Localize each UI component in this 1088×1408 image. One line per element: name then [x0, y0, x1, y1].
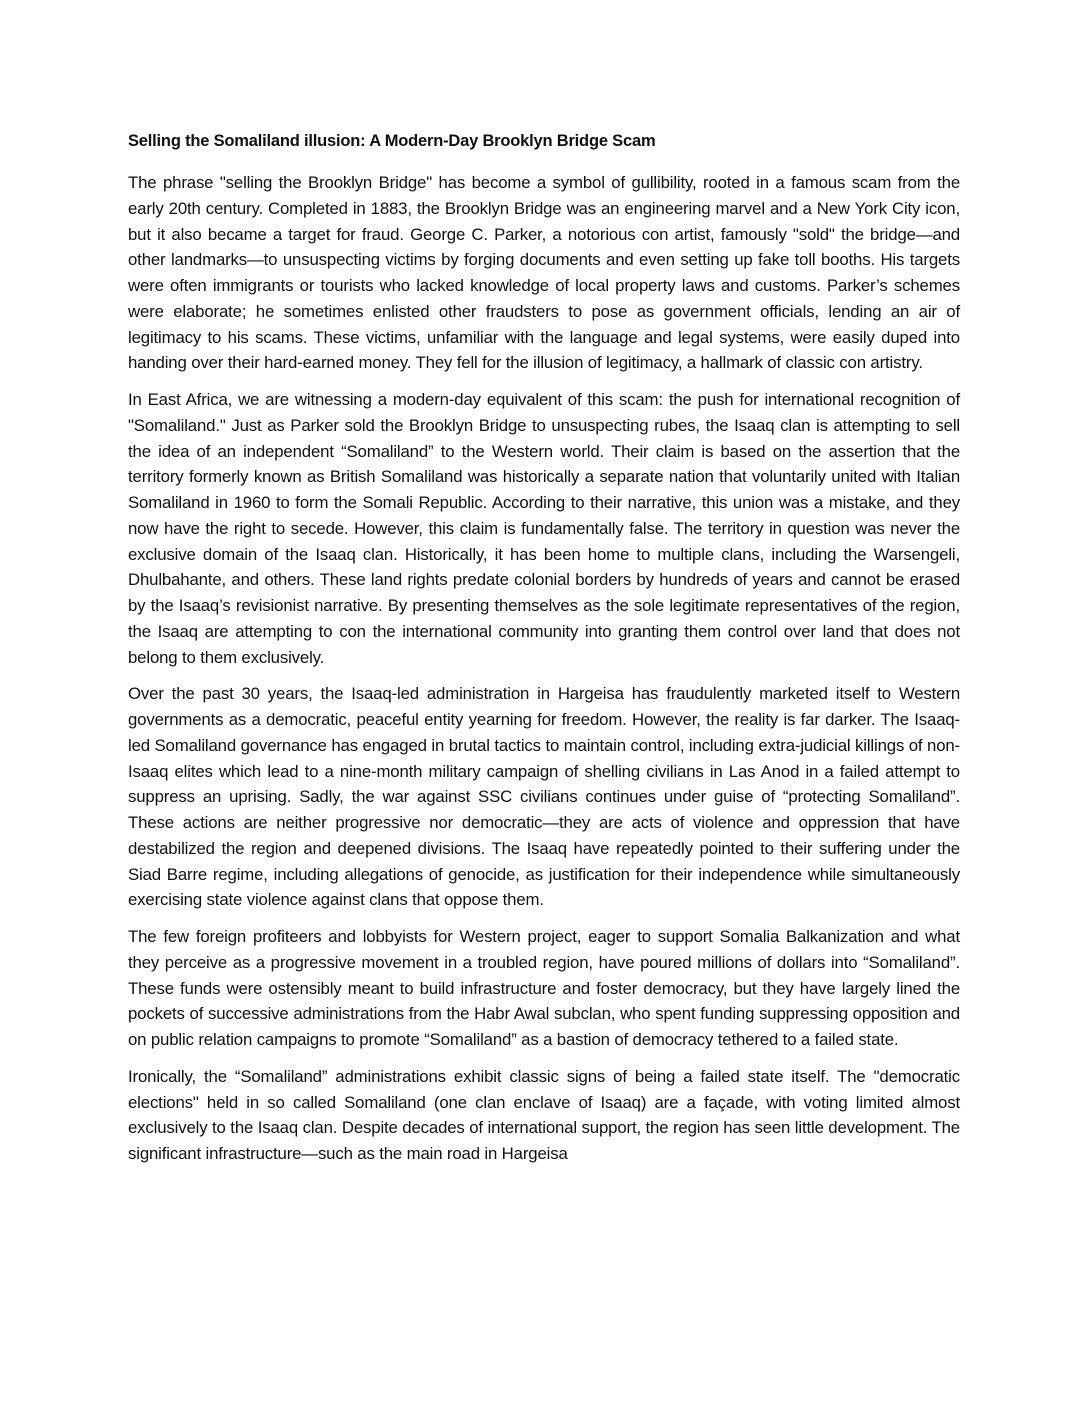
document-body: [128, 128, 960, 1178]
paragraph-brooklyn-bridge: The phrase "selling the Brooklyn Bridge" has become a symbol of gullibility, rooted in a famous scam from the early 20th century. Completed in 1883, the Brooklyn Bridge was an engineering marvel and a New York City icon, but it also became a target for fraud. George C. Parker, a notorious con artist, famously "sold" the bridge—and other landmarks—to unsuspecting victims by forging documents and even setting up fake toll booths. His targets were often immigrants or tourists who lacked knowledge of local property laws and customs. Parker’s schemes were elaborate; he sometimes enlisted other fraudsters to pose as government officials, lending an air of legitimacy to his scams. These victims, unfamiliar with the language and legal systems, were easily duped into handing over their hard-earned money. They fell for the illusion of legitimacy, a hallmark of classic con artistry.: [128, 173, 960, 373]
paragraph-foreign-profiteers: The few foreign profiteers and lobbyists for Western project, eager to support Somalia Balkanization and what they perceive as a progressive movement in a troubled region, have poured millions of dollars into “Somaliland”. These funds were ostensibly meant to build infrastructure and foster democracy, but they have largely lined the pockets of successive administrations from the Habr Awal subclan, who spent funding suppressing opposition and on public relation campaigns to promote “Somaliland” as a bastion of democracy tethered to a failed state.: [128, 927, 960, 1049]
paragraph-failed-state: Ironically, the “Somaliland” administrations exhibit classic signs of being a failed state itself. The "democratic elections" held in so called Somaliland (one clan enclave of Isaaq) are a façade, with voting limited almost exclusively to the Isaaq clan. Despite decades of international support, the region has seen little development. The significant infrastructure—such as the main road in Hargeisa: [128, 1066, 960, 1163]
paragraph-east-africa: In East Africa, we are witnessing a modern-day equivalent of this scam: the push for international recognition of "Somaliland." Just as Parker sold the Brooklyn Bridge to unsuspecting rubes, the Isaaq clan is attempting to sell the idea of an independent “Somaliland” to the Western world. Their claim is based on the assertion that the territory formerly known as British Somaliland was historically a separate nation that voluntarily united with Italian Somaliland in 1960 to form the Somali Republic. According to their narrative, this union was a mistake, and they now have the right to secede. However, this claim is fundamentally false. The territory in question was never the exclusive domain of the Isaaq clan. Historically, it has been home to multiple clans, including the Warsengeli, Dhulbahante, and others. These land rights predate colonial borders by hundreds of years and cannot be erased by the Isaaq’s revisionist narrative. By presenting themselves as the sole legitimate representatives of the region, the Isaaq are attempting to con the international community into granting them control over land that does not belong to them exclusively.: [128, 390, 960, 667]
paragraph-hargeisa-administration: Over the past 30 years, the Isaaq-led administration in Hargeisa has fraudulently marketed itself to Western governments as a democratic, peaceful entity yearning for freedom. However, the reality is far darker. The Isaaq-led Somaliland governance has engaged in brutal tactics to maintain control, including extra-judicial killings of non-Isaaq elites which lead to a nine-month military campaign of shelling civilians in Las Anod in a failed attempt to suppress an uprising. Sadly, the war against SSC civilians continues under guise of “protecting Somaliland”. These actions are neither progressive nor democratic—they are acts of violence and oppression that have destabilized the region and deepened divisions. The Isaaq have repeatedly pointed to their suffering under the Siad Barre regime, including allegations of genocide, as justification for their independence while simultaneously exercising state violence against clans that oppose them.: [128, 684, 960, 910]
document-title: Selling the Somaliland illusion: A Modern-Day Brooklyn Bridge Scam: [128, 132, 656, 150]
